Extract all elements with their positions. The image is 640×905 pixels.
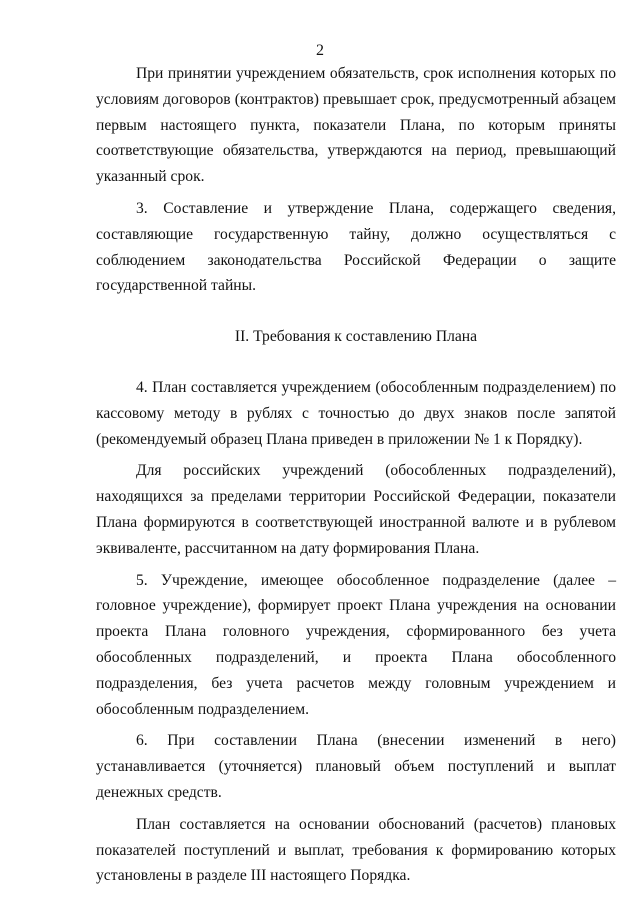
paragraph-obligations-term: При принятии учреждением обязательств, срок исполнения которых по условиям договоров (контрактов) превышает срок, предусмотренный абзацем первым настоящего пункта, показатели Плана, по которым приняты соответствующие обязательства, утверждаются на период, превышающий указанный срок. xyxy=(96,65,616,186)
page-number: 2 xyxy=(316,42,324,59)
paragraph-foreign-institutions: Для российских учреждений (обособленных подразделений), находящихся за пределами территории Российской Федерации, показатели Плана формируются в соответствующей иностранной валюте и в рублевом эквиваленте, рассчитанном на дату формирования Плана. xyxy=(96,462,616,557)
paragraph-6-planned-volume: 6. При составлении Плана (внесении изменений в него) устанавливается (уточняется) плановый объем поступлений и выплат денежных средств. xyxy=(96,732,616,801)
paragraph-3-state-secret: 3. Составление и утверждение Плана, содержащего сведения, составляющие государственную тайну, должно осуществляться с соблюдением законодательства Российской Федерации о защите государственной тайны. xyxy=(96,199,616,295)
document-body xyxy=(96,61,616,889)
paragraph-4-cash-method: 4. План составляется учреждением (обособленным подразделением) по кассовому методу в рублях с точностью до двух знаков после запятой (рекомендуемый образец Плана приведен в приложении № 1 к Порядку). xyxy=(96,378,616,448)
paragraph-plan-justification: План составляется на основании обоснований (расчетов) плановых показателей поступлений и выплат, требования к формированию которых установлены в разделе III настоящего Порядка. xyxy=(96,815,616,885)
section-heading: II. Требования к составлению Плана xyxy=(234,328,478,346)
paragraph-5-head-institution: 5. Учреждение, имеющее обособленное подразделение (далее – головное учреждение), формирует проект Плана учреждения на основании проекта Плана головного учреждения, сформированного без учета обособленных подразделений, и проекта Плана обособленного подразделения, без учета расчетов между головным учреждением и обособленным подразделением. xyxy=(96,571,616,718)
